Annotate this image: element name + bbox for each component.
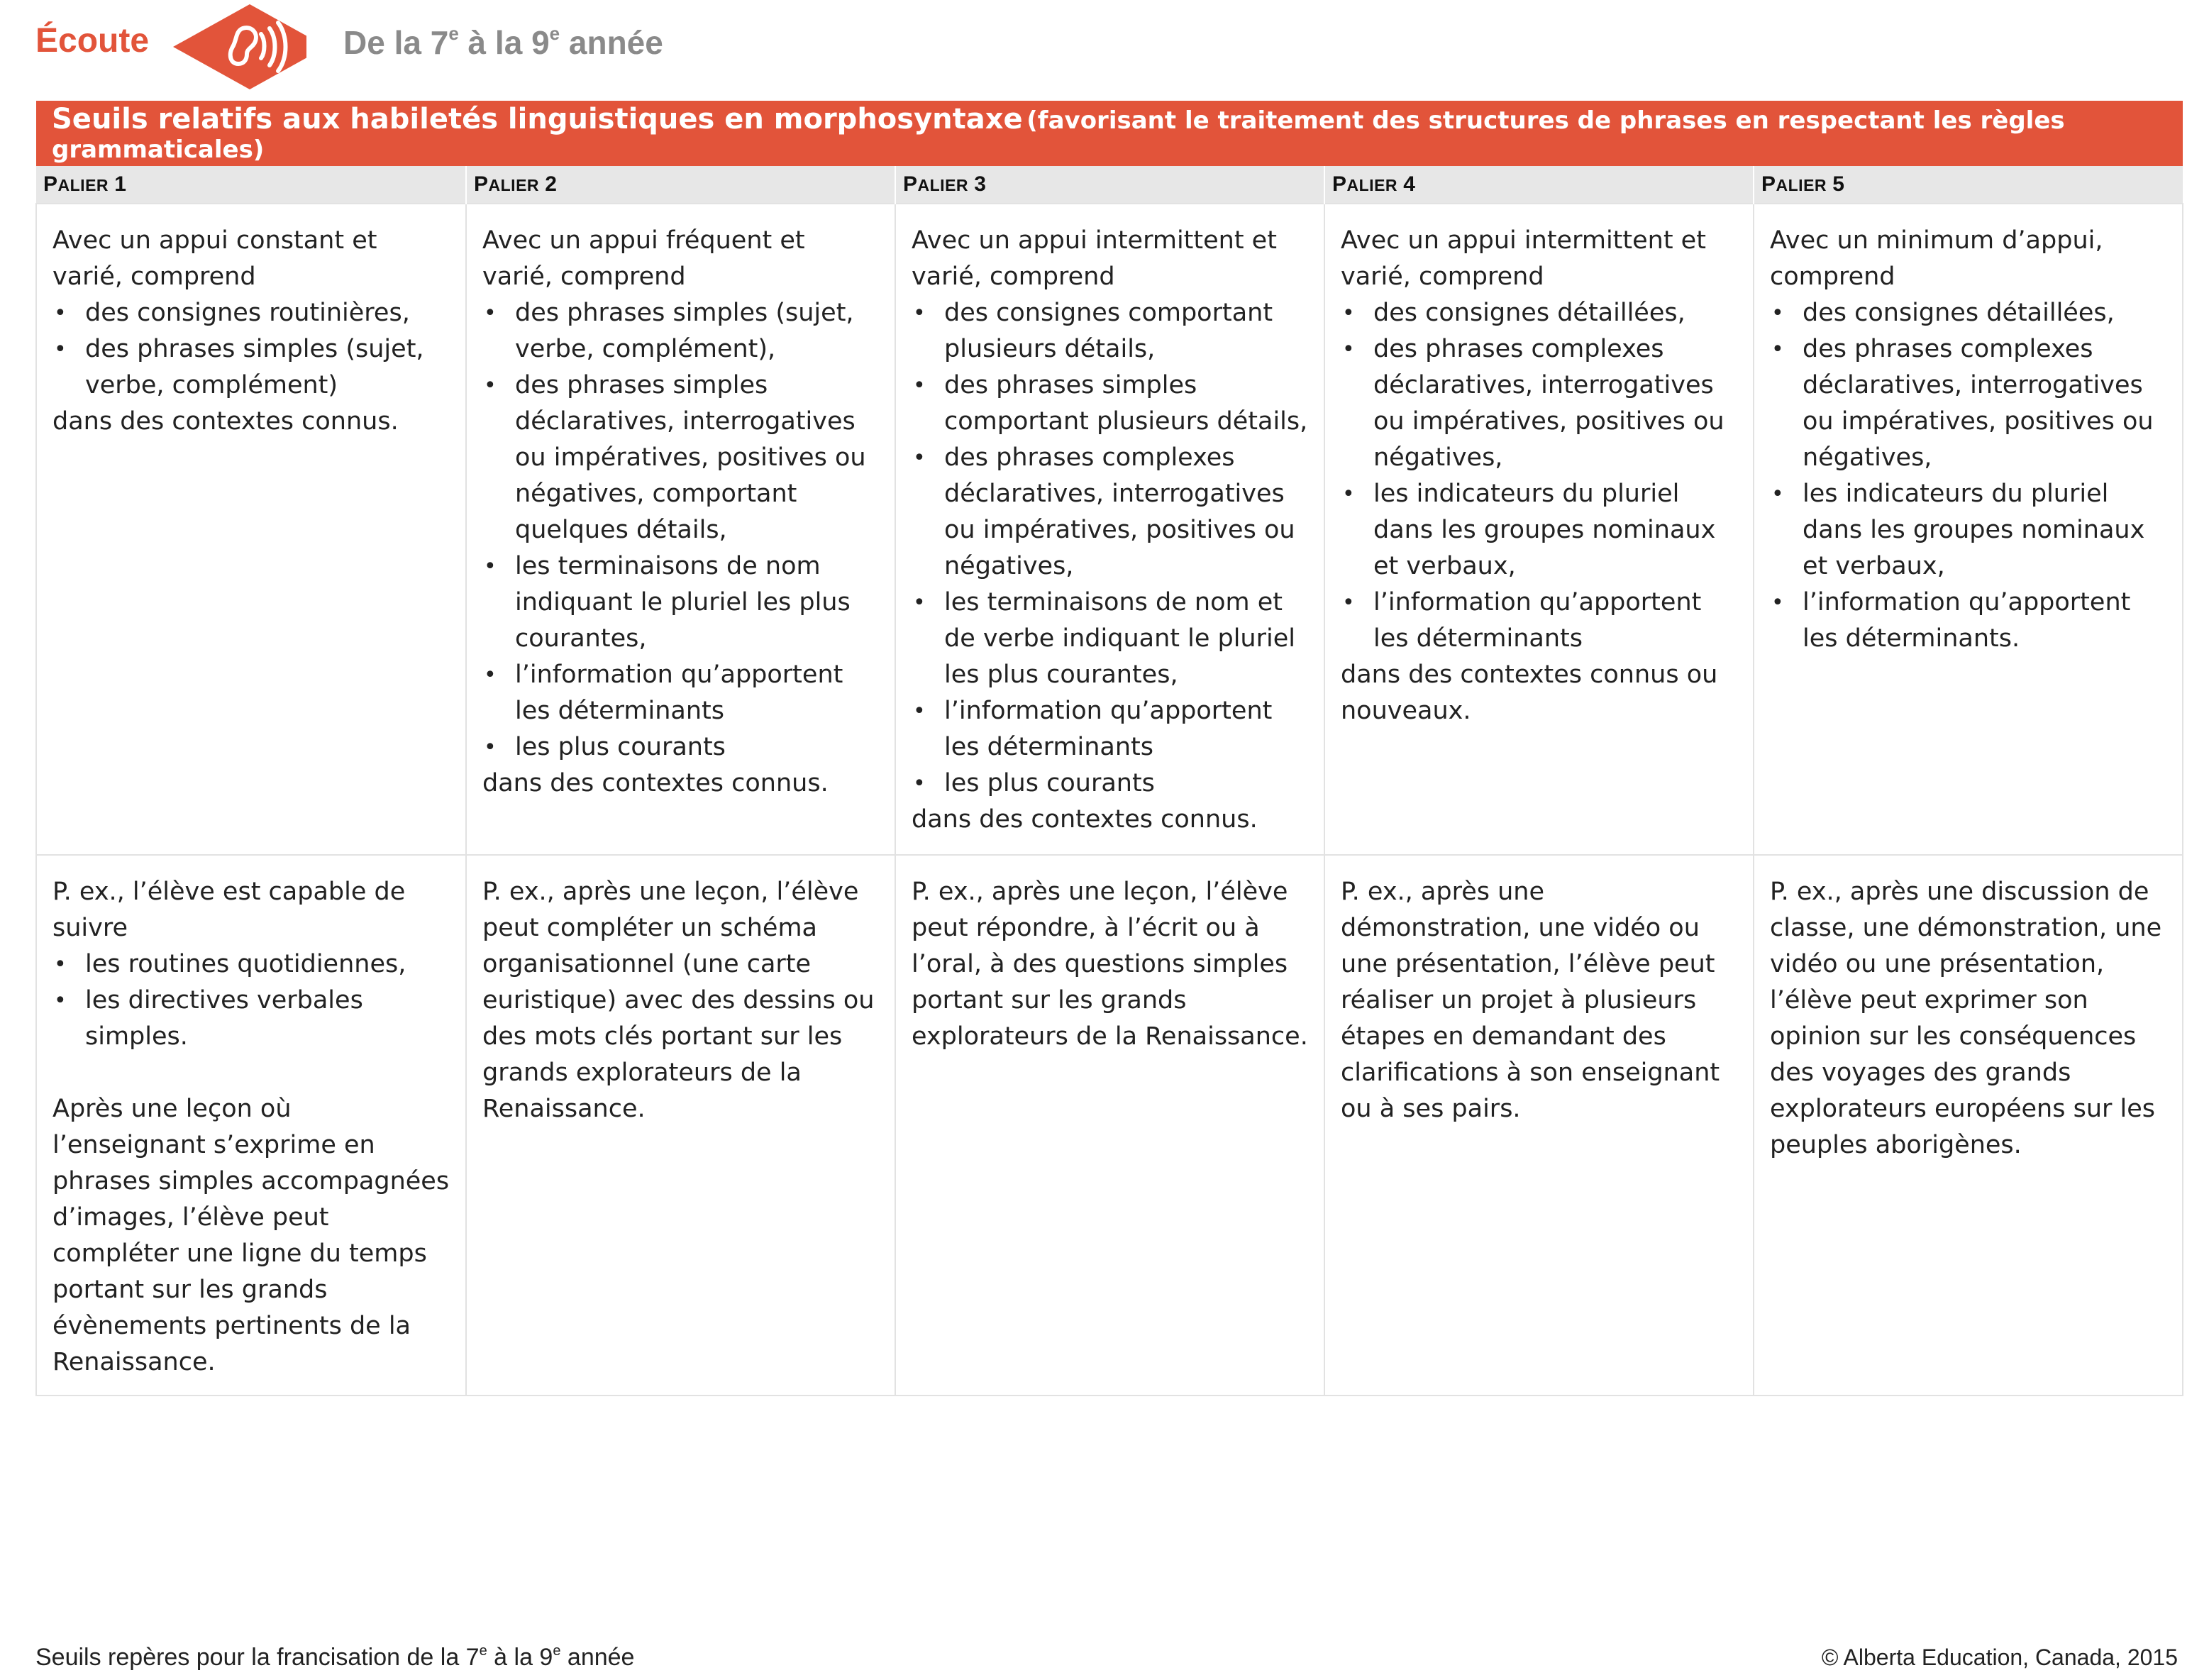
palier-header-5 xyxy=(1754,166,2183,204)
palier-word: ALIER xyxy=(917,176,969,194)
palier-word: ALIER xyxy=(1346,176,1398,194)
palier-letter: P xyxy=(1332,172,1347,196)
table-row-examples xyxy=(36,855,2183,1396)
cell-intro: Avec un appui constant et varié, comprend xyxy=(52,226,377,291)
palier-header-1 xyxy=(36,166,466,204)
cell-intro: Avec un appui intermittent et varié, comprend xyxy=(1341,226,1706,291)
bullet-list xyxy=(1770,295,2166,657)
bullet-list xyxy=(52,295,450,404)
list-item: • les plus courants xyxy=(515,729,879,766)
cell-intro: Avec un appui fréquent et varié, comprend xyxy=(482,226,805,291)
table-cell xyxy=(466,855,895,1396)
cell-intro: P. ex., l’élève est capable de suivre xyxy=(52,878,406,942)
list-item: • les plus courants xyxy=(944,766,1308,802)
cell-outro: dans des contextes connus. xyxy=(52,407,399,436)
palier-header-3 xyxy=(895,166,1324,204)
list-item: • l’information qu’apportent les déterminants xyxy=(944,693,1308,766)
bullet-list xyxy=(1341,295,1737,657)
palier-word: ALIER xyxy=(57,176,109,194)
palier-letter: P xyxy=(903,172,918,196)
list-item: • des phrases complexes déclaratives, interrogatives ou impératives, positives ou négatives, xyxy=(1803,331,2166,476)
list-item: • les terminaisons de nom et de verbe indiquant le pluriel les plus courantes, xyxy=(944,585,1308,693)
list-item: • les terminaisons de nom indiquant le pluriel les plus courantes, xyxy=(515,548,879,657)
palier-word: ALIER xyxy=(488,176,540,194)
page-header xyxy=(0,0,2209,92)
palier-letter: P xyxy=(474,172,489,196)
palier-number: 5 xyxy=(1832,172,1845,196)
list-item: • des phrases simples déclaratives, interrogatives ou impératives, positives ou négatives, comportant quelques détails, xyxy=(515,368,879,548)
table-cell xyxy=(1754,204,2183,855)
table-cell xyxy=(36,204,466,855)
list-item: • les routines quotidiennes, xyxy=(85,946,450,983)
cell-intro: P. ex., après une leçon, l’élève peut compléter un schéma organisationnel (une carte euristique) avec des dessins ou des mots clés portant sur les grands explorateurs de la Renaissance. xyxy=(482,878,875,1123)
list-item: • des consignes détaillées, xyxy=(1803,295,2166,331)
table-cell xyxy=(1754,855,2183,1396)
list-item: • l’information qu’apportent les déterminants. xyxy=(1803,585,2166,657)
list-item: • des consignes détaillées, xyxy=(1373,295,1737,331)
list-item: • des consignes routinières, xyxy=(85,295,450,331)
table-cell xyxy=(1324,855,1754,1396)
palier-header-row xyxy=(36,166,2183,204)
thresholds-table xyxy=(35,101,2183,1396)
table-cell xyxy=(36,855,466,1396)
table-cell xyxy=(895,855,1324,1396)
cell-outro: dans des contextes connus. xyxy=(912,805,1258,834)
table-cell xyxy=(1324,204,1754,855)
grade-range: De la 7e à la 9e année xyxy=(343,23,663,61)
bullet-list xyxy=(482,295,879,766)
list-item: • des phrases simples (sujet, verbe, complément) xyxy=(85,331,450,404)
cell-outro: dans des contextes connus ou nouveaux. xyxy=(1341,661,1718,725)
cell-after: Après une leçon où l’enseignant s’exprime en phrases simples accompagnées d’images, l’élève peut compléter une ligne du temps portant sur les grands évènements pertinents de la Renaissance. xyxy=(52,1095,450,1376)
list-item: • l’information qu’apportent les déterminants xyxy=(515,657,879,729)
palier-header-2 xyxy=(466,166,895,204)
list-item: • des phrases simples (sujet, verbe, complément), xyxy=(515,295,879,368)
palier-letter: P xyxy=(1761,172,1776,196)
palier-number: 3 xyxy=(974,172,987,196)
ear-sound-icon xyxy=(173,3,326,91)
footer-copyright: © Alberta Education, Canada, 2015 xyxy=(1821,1645,2178,1670)
table-cell xyxy=(895,204,1324,855)
list-item: • les indicateurs du pluriel dans les groupes nominaux et verbaux, xyxy=(1373,476,1737,585)
cell-intro: P. ex., après une démonstration, une vidéo ou une présentation, l’élève peut réaliser un projet à plusieurs étapes en demandant des clarifications à son enseignant ou à ses pairs. xyxy=(1341,878,1720,1123)
list-item: • les directives verbales simples. xyxy=(85,983,450,1055)
palier-number: 4 xyxy=(1403,172,1416,196)
bullet-list xyxy=(912,295,1308,802)
list-item: • les indicateurs du pluriel dans les groupes nominaux et verbaux, xyxy=(1803,476,2166,585)
palier-word: ALIER xyxy=(1776,176,1827,194)
table-title-bar xyxy=(36,101,2183,166)
table-row-competencies xyxy=(36,204,2183,855)
table-cell xyxy=(466,204,895,855)
list-item: • des consignes comportant plusieurs détails, xyxy=(944,295,1308,368)
table-title: Seuils relatifs aux habiletés linguistiques en morphosyntaxe xyxy=(52,103,1023,136)
footer-document-title: Seuils repères pour la francisation de la 7e à la 9e année xyxy=(35,1643,635,1671)
cell-intro: Avec un appui intermittent et varié, comprend xyxy=(912,226,1277,291)
bullet-list xyxy=(52,946,450,1055)
list-item: • l’information qu’apportent les déterminants xyxy=(1373,585,1737,657)
cell-intro: P. ex., après une leçon, l’élève peut répondre, à l’écrit ou à l’oral, à des questions simples portant sur les grands explorateurs de la Renaissance. xyxy=(912,878,1308,1051)
table-subtitle: (favorisant le traitement des structures de phrases en respectant les règles grammaticales) xyxy=(52,106,2065,164)
list-item: • des phrases complexes déclaratives, interrogatives ou impératives, positives ou négatives, xyxy=(1373,331,1737,476)
palier-number: 1 xyxy=(114,172,127,196)
palier-number: 2 xyxy=(545,172,558,196)
cell-intro: P. ex., après une discussion de classe, une démonstration, une vidéo ou une présentation, l’élève peut exprimer son opinion sur les conséquences des voyages des grands explorateurs européens sur les peuples aborigènes. xyxy=(1770,878,2162,1159)
cell-outro: dans des contextes connus. xyxy=(482,769,829,797)
section-title: Écoute xyxy=(35,22,150,60)
palier-header-4 xyxy=(1324,166,1754,204)
cell-intro: Avec un minimum d’appui, comprend xyxy=(1770,226,2103,291)
palier-letter: P xyxy=(43,172,58,196)
list-item: • des phrases simples comportant plusieurs détails, xyxy=(944,368,1308,440)
spacer xyxy=(52,1055,450,1091)
list-item: • des phrases complexes déclaratives, interrogatives ou impératives, positives ou négatives, xyxy=(944,440,1308,585)
